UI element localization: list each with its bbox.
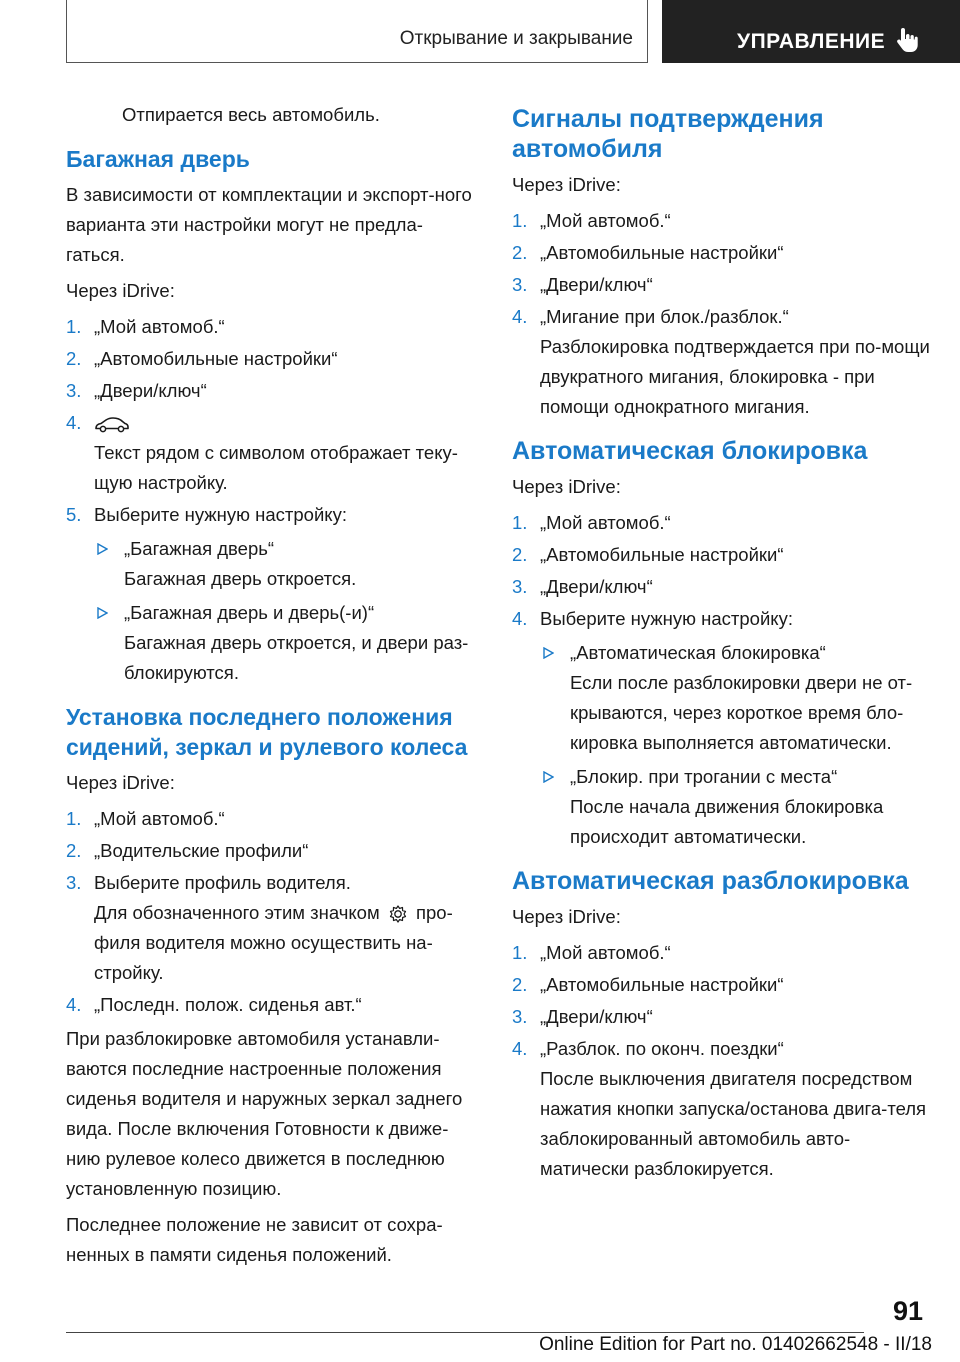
step-text: „Мой автомоб.“ — [94, 808, 225, 829]
autolock-via: Через iDrive: — [512, 476, 621, 497]
autolock-options — [540, 638, 932, 852]
heading-trunk: Багажная дверь — [66, 146, 250, 172]
list-item — [66, 804, 476, 834]
option-desc: Багажная дверь откроется. — [124, 568, 357, 589]
list-item — [512, 1034, 932, 1184]
list-item — [66, 376, 476, 406]
step-text: „Автомобильные настройки“ — [540, 974, 784, 995]
list-item — [512, 1002, 932, 1032]
step-note: Разблокировка подтверждается при по-мощи двукратного мигания, блокировка - при помощи однократного мигания. — [540, 336, 930, 417]
list-item — [512, 938, 932, 968]
list-item — [540, 762, 932, 852]
list-item — [512, 970, 932, 1000]
option-title: „Багажная дверь“ — [124, 538, 275, 559]
step-number: 1. — [66, 316, 82, 337]
step-text: „Мой автомоб.“ — [540, 942, 671, 963]
footer-edition: Online Edition for Part no. 01402662548 - II/18 — [539, 1334, 932, 1355]
autounlock-via: Через iDrive: — [512, 906, 621, 927]
step-note — [94, 898, 476, 988]
step-text: „Двери/ключ“ — [540, 1006, 653, 1027]
triangle-bullet-icon — [543, 647, 554, 659]
step-number: 1. — [66, 808, 82, 829]
step-text: „Водительские профили“ — [94, 840, 309, 861]
right-column — [512, 100, 932, 1188]
step-number: 4. — [512, 306, 528, 327]
step-text: „Автомобильные настройки“ — [540, 242, 784, 263]
step-number: 4. — [66, 994, 82, 1015]
note-part-a: Для обозначенного этим значком — [94, 902, 380, 923]
step-text: Выберите нужную настройку: — [94, 504, 347, 525]
seats-via: Через iDrive: — [66, 772, 175, 793]
list-item — [512, 604, 932, 852]
triangle-bullet-icon — [97, 607, 108, 619]
intro-text: Отпирается весь автомобиль. — [122, 104, 380, 125]
step-text: „Мигание при блок./разблок.“ — [540, 306, 789, 327]
gear-icon — [385, 903, 411, 925]
seats-paragraph: При разблокировке автомобиля устанавли-ваются последние настроенные положения сиденья водителя и наружных зеркал заднего вида. После включения Готовности к движе-нию рулевое колесо движется в последнюю установленную позицию. — [66, 1028, 463, 1199]
option-desc: Багажная дверь откроется, и двери раз-блокируются. — [124, 632, 469, 683]
page-number: 91 — [893, 1296, 924, 1326]
step-number: 1. — [512, 210, 528, 231]
footer-divider — [66, 1332, 864, 1333]
step-number: 2. — [512, 974, 528, 995]
step-number: 2. — [66, 840, 82, 861]
option-title: „Блокир. при трогании с места“ — [570, 766, 838, 787]
trunk-steps — [66, 312, 476, 688]
list-item — [94, 598, 476, 688]
step-number: 2. — [512, 242, 528, 263]
heading-autolock: Автоматическая блокировка — [512, 437, 868, 465]
option-desc: Если после разблокировки двери не от-крываются, через короткое время бло-кировка выполняется автоматически. — [570, 672, 913, 753]
list-item — [66, 500, 476, 688]
list-item — [94, 534, 476, 594]
header-section-box — [66, 0, 648, 63]
list-item — [512, 540, 932, 570]
autounlock-steps — [512, 938, 932, 1184]
step-number: 1. — [512, 942, 528, 963]
list-item — [66, 312, 476, 342]
list-item — [512, 206, 932, 236]
step-number: 4. — [512, 1038, 528, 1059]
step-text: Выберите профиль водителя. — [94, 872, 351, 893]
step-number: 5. — [66, 504, 82, 525]
step-text: „Мой автомоб.“ — [540, 210, 671, 231]
chapter-tab — [662, 0, 960, 63]
car-icon — [94, 413, 130, 435]
autolock-steps — [512, 508, 932, 852]
step-text: „Двери/ключ“ — [540, 274, 653, 295]
step-number: 3. — [512, 274, 528, 295]
step-text: „Разблок. по оконч. поездки“ — [540, 1038, 784, 1059]
list-item — [66, 836, 476, 866]
list-item — [512, 270, 932, 300]
section-title: Открывание и закрывание — [399, 28, 633, 49]
step-text: „Двери/ключ“ — [540, 576, 653, 597]
left-column — [66, 100, 476, 1276]
list-item — [512, 508, 932, 538]
option-title: „Автоматическая блокировка“ — [570, 642, 826, 663]
list-item — [512, 238, 932, 268]
heading-seats: Установка последнего положения сидений, зеркал и рулевого колеса — [66, 704, 468, 760]
step-text: „Двери/ключ“ — [94, 380, 207, 401]
triangle-bullet-icon — [97, 543, 108, 555]
step-number: 1. — [512, 512, 528, 533]
signals-steps — [512, 206, 932, 422]
step-number: 2. — [512, 544, 528, 565]
step-text: „Мой автомоб.“ — [540, 512, 671, 533]
step-number: 3. — [66, 380, 82, 401]
step-number: 3. — [512, 576, 528, 597]
trunk-text: В зависимости от комплектации и экспорт-ного варианта эти настройки могут не предла-гаться. — [66, 184, 472, 265]
signals-via: Через iDrive: — [512, 174, 621, 195]
list-item — [66, 344, 476, 374]
hand-pointer-icon — [894, 26, 922, 54]
step-text: „Автомобильные настройки“ — [540, 544, 784, 565]
seats-steps — [66, 804, 476, 1020]
step-number: 3. — [66, 872, 82, 893]
list-item — [66, 990, 476, 1020]
step-note: Текст рядом с символом отображает теку-щую настройку. — [94, 442, 458, 493]
step-text: „Мой автомоб.“ — [94, 316, 225, 337]
list-item — [66, 868, 476, 988]
step-text: Выберите нужную настройку: — [540, 608, 793, 629]
heading-autounlock: Автоматическая разблокировка — [512, 867, 909, 895]
heading-signals: Сигналы подтверждения автомобиля — [512, 105, 824, 163]
trunk-options — [94, 534, 476, 688]
option-desc: После начала движения блокировка происходит автоматически. — [570, 796, 884, 847]
option-title: „Багажная дверь и дверь(-и)“ — [124, 602, 375, 623]
trunk-via: Через iDrive: — [66, 280, 175, 301]
step-note: После выключения двигателя посредством нажатия кнопки запуска/останова двига-теля заблокированный автомобиль авто-матически разблокируется. — [540, 1068, 927, 1179]
step-text: „Последн. полож. сиденья авт.“ — [94, 994, 362, 1015]
triangle-bullet-icon — [543, 771, 554, 783]
list-item — [512, 302, 932, 422]
step-number: 2. — [66, 348, 82, 369]
note-part-b: про-филя водителя можно осуществить на-стройку. — [94, 902, 453, 983]
step-text: „Автомобильные настройки“ — [94, 348, 338, 369]
seats-paragraph: Последнее положение не зависит от сохра-ненных в памяти сиденья положений. — [66, 1214, 443, 1265]
chapter-title: УПРАВЛЕНИЕ — [737, 30, 886, 53]
step-number: 4. — [512, 608, 528, 629]
list-item — [512, 572, 932, 602]
list-item — [540, 638, 932, 758]
list-item — [66, 408, 476, 498]
step-number: 3. — [512, 1006, 528, 1027]
step-number: 4. — [66, 412, 82, 433]
